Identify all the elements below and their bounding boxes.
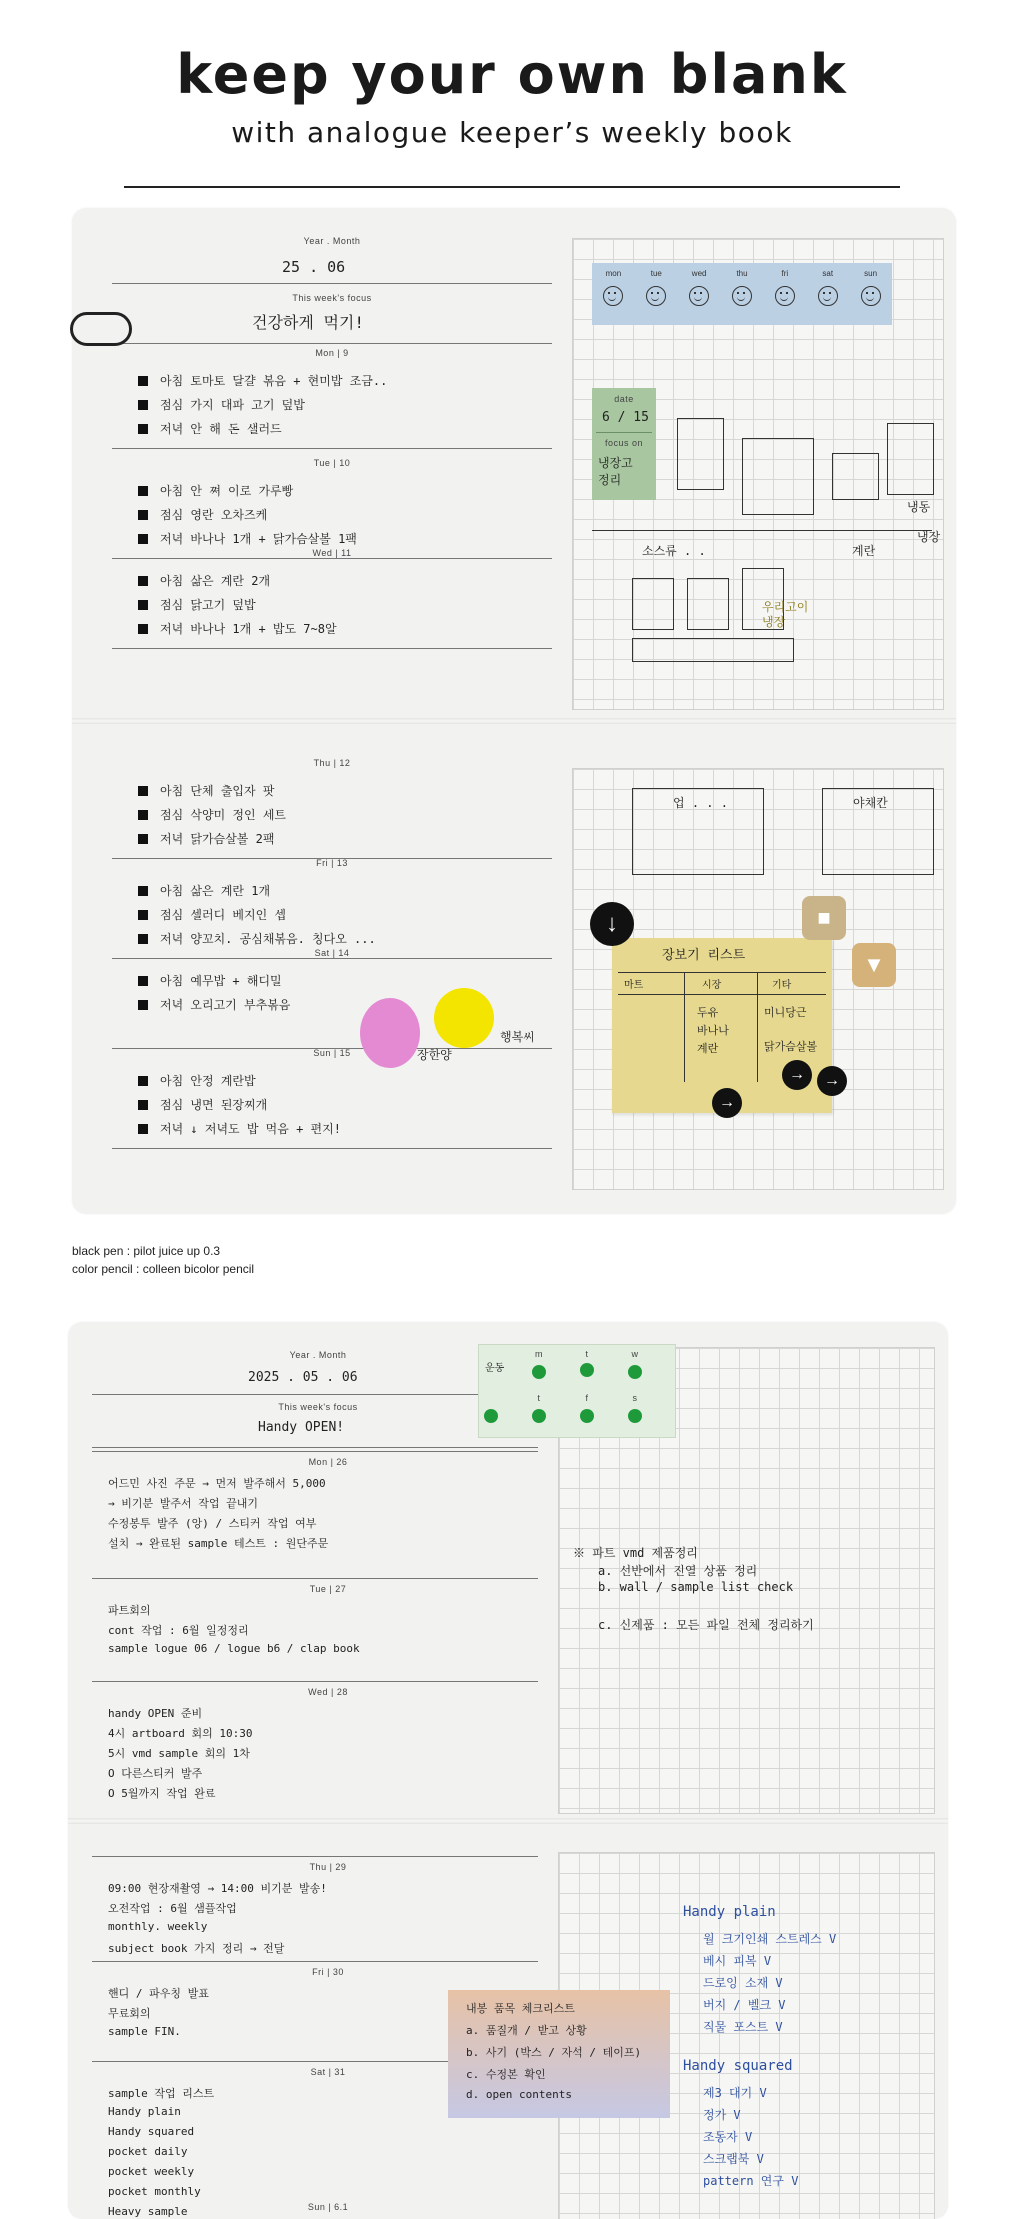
task-line: O 다른스티커 발주 (108, 1767, 203, 1780)
checklist-item: 베시 피복 V (703, 1954, 772, 1968)
checklist-item: 조동자 V (703, 2130, 753, 2144)
bullet-icon (138, 1076, 148, 1086)
checklist-item: 제3 대기 V (703, 2086, 767, 2100)
sticky-line: c. 수정본 확인 (466, 2068, 546, 2081)
compartment-sketch (632, 788, 764, 875)
bullet-icon (138, 424, 148, 434)
mood-day-thu (721, 263, 764, 325)
page-title: keep your own blank (176, 43, 848, 106)
mood-day-label: tue (650, 269, 662, 278)
day-label: Mon | 26 (308, 1457, 348, 1467)
planner-photo-1 (72, 208, 956, 1214)
column-divider (684, 972, 685, 1082)
task-line: 5시 vmd sample 회의 1차 (108, 1747, 250, 1760)
sticky-line: d. open contents (466, 2088, 572, 2101)
bullet-icon (138, 976, 148, 986)
rule (596, 432, 652, 433)
fridge-note: 냉장 (762, 615, 786, 629)
smiley-icon (732, 286, 752, 306)
shopping-item: 두유 (697, 1006, 719, 1019)
bullet-icon (138, 576, 148, 586)
task-line: → 비기분 발주서 작업 끝내기 (108, 1497, 258, 1510)
bullet-icon (138, 886, 148, 896)
task-line: sample FIN. (108, 2025, 181, 2038)
focus-label: This week's focus (278, 1402, 358, 1412)
bullet-icon (138, 934, 148, 944)
task-line: cont 작업 : 6월 일정정리 (108, 1624, 249, 1637)
compartment-sketch (822, 788, 934, 875)
rule (112, 283, 552, 284)
task-line: 수정봉투 발주 (앙) / 스티커 작업 여부 (108, 1517, 317, 1530)
meal-line: 저녁 양꼬치. 공심채볶음. 칭다오 ... (160, 932, 376, 946)
rule (92, 1856, 538, 1857)
task-line: Heavy sample (108, 2205, 188, 2218)
page-header (0, 40, 1024, 149)
year-month-label: Year . Month (303, 236, 361, 246)
day-label: Tue | 10 (313, 458, 351, 468)
bullet-icon (138, 600, 148, 610)
rule (92, 1681, 538, 1682)
smiley-icon (818, 286, 838, 306)
mood-day-mon (592, 263, 635, 325)
meal-line: 아침 예무밥 + 해디밀 (160, 974, 282, 988)
rule (92, 1961, 538, 1962)
task-line: 파트회의 (108, 1604, 151, 1617)
mood-day-label: fri (781, 269, 789, 278)
fridge-sketch-box (632, 638, 794, 662)
meal-line: 점심 영란 오차즈케 (160, 508, 268, 522)
bullet-icon (138, 534, 148, 544)
sticker-caption: 장한양 (417, 1048, 452, 1062)
shopping-item: 닭가슴살볼 (764, 1040, 818, 1053)
meal-line: 저녁 안 해 돈 샐러드 (160, 422, 282, 436)
note-line: a. 선반에서 진열 상품 정리 (598, 1564, 758, 1578)
habit-done-dot (532, 1365, 546, 1379)
rule (112, 343, 552, 344)
meal-line: 점심 냉면 된장찌개 (160, 1098, 268, 1112)
planner-photo-2 (68, 1322, 948, 2219)
bell-icon[interactable]: ▼ (852, 943, 896, 987)
task-line: pocket monthly (108, 2185, 201, 2198)
sticky-line: a. 품질개 / 받고 상황 (466, 2024, 587, 2037)
shopping-column: 기타 (772, 980, 792, 991)
pink-character-sticker (360, 998, 420, 1068)
habit-label: 운동 (485, 1363, 505, 1374)
rule (92, 1394, 538, 1395)
day-label: Tue | 27 (309, 1584, 347, 1594)
day-label: Thu | 29 (309, 1862, 347, 1872)
compartment-label: 업 . . . (673, 796, 728, 810)
checklist-title: Handy plain (683, 1904, 776, 1920)
year-month-value: 25 . 06 (282, 258, 346, 276)
bullet-icon (138, 624, 148, 634)
task-line: pocket weekly (108, 2165, 195, 2178)
shopping-column: 마트 (624, 980, 644, 991)
bullet-icon (138, 486, 148, 496)
task-line: subject book 가지 정리 → 전달 (108, 1942, 285, 1955)
habit-done-dot (532, 1409, 546, 1423)
mood-day-label: wed (691, 269, 707, 278)
mood-day-label: sun (864, 269, 878, 278)
fridge-note: 우리고이 (762, 600, 809, 614)
fridge-note: 냉동 (907, 500, 931, 514)
bullet-icon (138, 786, 148, 796)
mood-day-sun (849, 263, 892, 325)
habit-done-dot (580, 1409, 594, 1423)
bullet-icon (138, 400, 148, 410)
compartment-label: 야채칸 (853, 796, 888, 810)
sticker-caption: 행복씨 (500, 1030, 535, 1044)
bullet-icon (138, 834, 148, 844)
habit-done-dot (628, 1365, 642, 1379)
day-label: Sat | 14 (314, 948, 350, 958)
task-line: Handy squared (108, 2125, 195, 2138)
cheese-icon[interactable]: ■ (802, 896, 846, 940)
fridge-sketch-box (887, 423, 934, 495)
meal-line: 점심 가지 대파 고기 덮밥 (160, 398, 305, 412)
fridge-note: 소스류 . . (642, 544, 706, 558)
task-line: 4시 artboard 회의 10:30 (108, 1727, 253, 1740)
caption-line: black pen : pilot juice up 0.3 (72, 1244, 221, 1258)
shopping-column: 시장 (702, 980, 722, 991)
rule (112, 448, 552, 449)
day-label: Wed | 28 (308, 1687, 348, 1697)
task-line: handy OPEN 준비 (108, 1707, 203, 1720)
meal-line: 아침 안정 계란밥 (160, 1074, 256, 1088)
mood-day-sat (806, 263, 849, 325)
rule (112, 558, 552, 559)
rule (112, 1148, 552, 1149)
meal-line: 아침 삶은 계란 1개 (160, 884, 271, 898)
habit-day: t (537, 1393, 541, 1403)
task-line: 핸디 / 파우칭 발표 (108, 1987, 209, 2000)
task-line: O 5월까지 작업 완료 (108, 1787, 216, 1800)
focus-value: 건강하게 먹기! (252, 313, 365, 332)
rule (112, 958, 552, 959)
rule (618, 994, 826, 995)
meal-line: 저녁 닭가슴살볼 2팩 (160, 832, 275, 846)
arrow-right-icon[interactable]: → (817, 1066, 847, 1096)
bullet-icon (138, 510, 148, 520)
habit-tracker (478, 1344, 676, 1438)
smiley-icon (689, 286, 709, 306)
day-label: Sun | 6.1 (307, 2202, 349, 2212)
task-line: sample 작업 리스트 (108, 2087, 215, 2100)
meal-line: 점심 삭양미 정인 세트 (160, 808, 287, 822)
habit-day: f (585, 1393, 589, 1403)
rule (92, 1451, 538, 1452)
meal-line: 아침 단체 출입자 팟 (160, 784, 275, 798)
shopping-item: 바나나 (697, 1024, 729, 1037)
shopping-item: 미니당근 (764, 1006, 807, 1019)
sticky-line: 내봉 품목 체크리스트 (466, 2002, 575, 2015)
sticky-line: b. 사기 (박스 / 자석 / 테이프) (466, 2046, 642, 2059)
rule (92, 1578, 538, 1579)
fridge-sketch-box (832, 453, 879, 500)
habit-day: s (632, 1393, 638, 1403)
page-fold (72, 718, 956, 724)
arrow-right-icon[interactable]: → (782, 1060, 812, 1090)
habit-day: w (631, 1349, 639, 1359)
task-line: pocket daily (108, 2145, 188, 2158)
arrow-right-icon[interactable]: → (712, 1088, 742, 1118)
smiley-icon (646, 286, 666, 306)
day-label: Sun | 15 (313, 1048, 351, 1058)
shelf-line (592, 530, 932, 531)
task-line: sample logue 06 / logue b6 / clap book (108, 1642, 360, 1655)
meal-line: 저녁 오리고기 부추볶음 (160, 998, 291, 1012)
checklist-item: pattern 연구 V (703, 2174, 799, 2188)
year-month-value: 2025 . 05 . 06 (248, 1370, 358, 1385)
header-divider (124, 186, 900, 188)
day-label: Fri | 30 (312, 1967, 344, 1977)
caption-line: color pencil : colleen bicolor pencil (72, 1262, 255, 1276)
task-line: 09:00 현장재촬영 → 14:00 비기분 발송! (108, 1882, 327, 1895)
rule (92, 1447, 538, 1448)
habit-done-dot (484, 1409, 498, 1423)
mood-day-tue (635, 263, 678, 325)
meal-line: 저녁 바나나 1개 + 닭가슴살볼 1팩 (160, 532, 357, 546)
fridge-note: 냉장 (917, 530, 941, 544)
habit-day: m (535, 1349, 543, 1359)
fridge-sketch-box (742, 438, 814, 515)
bullet-icon (138, 1000, 148, 1010)
bullet-icon (138, 910, 148, 920)
checklist-sticky (448, 1990, 670, 2118)
day-label: Sat | 31 (310, 2067, 346, 2077)
mood-tracker (592, 263, 892, 325)
paper-clip-icon (70, 312, 132, 346)
date-sticky (592, 388, 656, 500)
task-line: monthly. weekly (108, 1920, 208, 1933)
shopping-item: 계란 (697, 1042, 719, 1055)
focus-value: Handy OPEN! (258, 1420, 345, 1435)
checklist-item: 월 크기인쇄 스트레스 V (703, 1932, 837, 1946)
checklist-title: Handy squared (683, 2058, 793, 2074)
focus-on-label: focus on (604, 438, 644, 448)
bullet-icon (138, 376, 148, 386)
checklist-item: 직물 포스트 V (703, 2020, 783, 2034)
meal-line: 아침 안 쪄 이로 가루빵 (160, 484, 294, 498)
habit-done-dot (628, 1409, 642, 1423)
day-label: Wed | 11 (312, 548, 352, 558)
checklist-item: 버지 / 벨크 V (703, 1998, 786, 2012)
focus-on-value: 냉장고 정리 (598, 456, 633, 487)
task-line: 어드민 사진 주문 → 먼저 발주해서 5,000 (108, 1477, 326, 1490)
note-line: c. 신제품 : 모든 파일 전체 정리하기 (598, 1618, 814, 1632)
smiley-icon (603, 286, 623, 306)
meal-line: 저녁 ↓ 저녁도 밥 먹음 + 편지! (160, 1122, 341, 1136)
mood-day-label: mon (605, 269, 622, 278)
bullet-icon (138, 1100, 148, 1110)
fridge-sketch-box (632, 578, 674, 630)
habit-done-dot (580, 1363, 594, 1377)
focus-label: This week's focus (292, 293, 372, 303)
meal-line: 점심 셀러디 베지인 셉 (160, 908, 287, 922)
column-divider (757, 972, 758, 1082)
day-label: Thu | 12 (313, 758, 351, 768)
page-subtitle: with analogue keeper’s weekly book (231, 116, 793, 149)
meal-line: 저녁 바나나 1개 + 밥도 7~8알 (160, 622, 337, 636)
task-line: 오전작업 : 6월 샘플작업 (108, 1902, 237, 1915)
task-line: 설치 → 완료된 sample 테스트 : 원단주문 (108, 1537, 329, 1550)
fridge-sketch-box (687, 578, 729, 630)
day-label: Fri | 13 (316, 858, 348, 868)
checklist-item: 정가 V (703, 2108, 741, 2122)
note-line: b. wall / sample list check (598, 1580, 794, 1594)
date-value: 6 / 15 (602, 410, 649, 425)
smiley-icon (861, 286, 881, 306)
fridge-sketch-box (677, 418, 724, 490)
meal-line: 아침 삶은 계란 2개 (160, 574, 271, 588)
note-line: ※ 파트 vmd 제품정리 (573, 1546, 698, 1560)
download-icon[interactable]: ↓ (590, 902, 634, 946)
smiley-icon (775, 286, 795, 306)
fridge-note: 계란 (852, 544, 876, 558)
checklist-item: 스크랩북 V (703, 2152, 764, 2166)
mood-day-fri (763, 263, 806, 325)
bullet-icon (138, 810, 148, 820)
bullet-icon (138, 1124, 148, 1134)
habit-day: t (585, 1349, 589, 1359)
year-month-label: Year . Month (289, 1350, 347, 1360)
meal-line: 점심 닭고기 덮밥 (160, 598, 256, 612)
mood-day-wed (678, 263, 721, 325)
mood-day-label: thu (736, 269, 748, 278)
yellow-character-sticker (434, 988, 494, 1048)
rule (618, 972, 826, 973)
day-label: Mon | 9 (315, 348, 349, 358)
page-fold (68, 1818, 948, 1824)
meal-line: 아침 토마토 달걀 볶음 + 현미밥 조금.. (160, 374, 388, 388)
shopping-title: 장보기 리스트 (662, 948, 746, 963)
task-line: 무료회의 (108, 2007, 151, 2020)
date-label: date (614, 394, 634, 404)
task-line: Handy plain (108, 2105, 181, 2118)
mood-day-label: sat (822, 269, 834, 278)
rule (112, 648, 552, 649)
checklist-item: 드로잉 소재 V (703, 1976, 783, 1990)
